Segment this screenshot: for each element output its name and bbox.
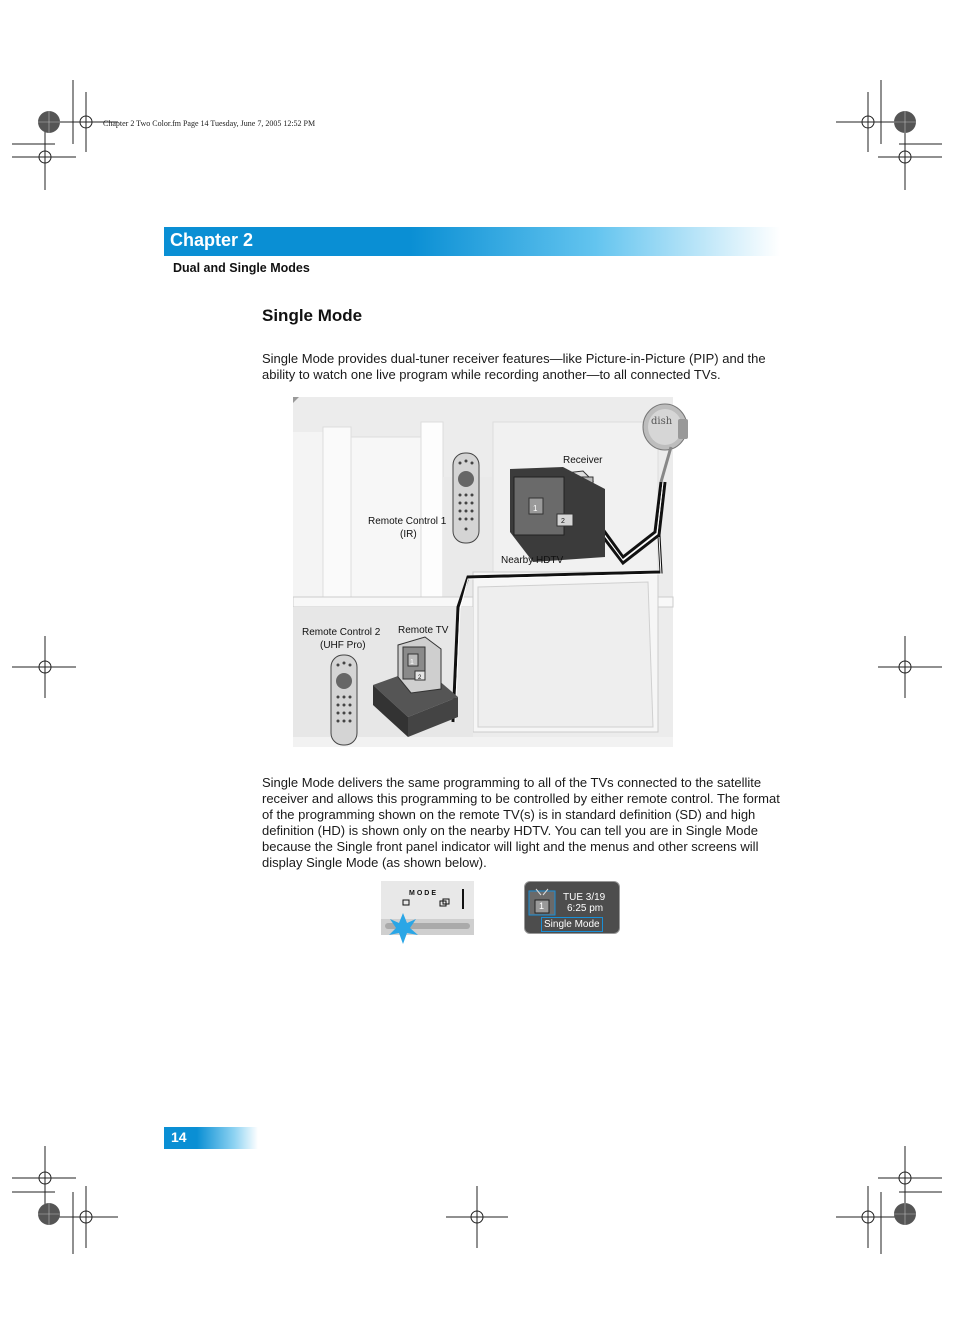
label-remote-control-2: Remote Control 2 <box>302 627 381 638</box>
print-slug: Chapter 2 Two Color.fm Page 14 Tuesday, June 7, 2005 12:52 PM <box>103 119 316 128</box>
section-label: Dual and Single Modes <box>173 261 310 275</box>
section-heading: Single Mode <box>262 306 363 325</box>
osd-date: TUE 3/19 <box>563 892 606 903</box>
svg-text:1: 1 <box>410 659 414 666</box>
osd-tuner-number: 1 <box>539 901 545 911</box>
body-paragraph: Single Mode delivers the same programming to all of the TVs connected to the satellite receiver and allows this programming to be controlled by either remote control. The format of the programming shown on the remote TV(s) is in standard definition (SD) and high definition (HD) is shown only on the nearby HDTV. You can tell you are in Single Mode because the Single front panel indicator will light and the menus and other screens will display Single Mode (as shown below). <box>262 775 780 870</box>
label-remote-tv: Remote TV <box>398 625 449 636</box>
setup-illustration <box>293 397 693 747</box>
chapter-banner <box>164 227 780 256</box>
front-panel-mode-label: MODE <box>409 890 438 897</box>
onscreen-display-banner <box>524 881 620 934</box>
label-remote-control-2-type: (UHF Pro) <box>320 640 366 651</box>
svg-text:2: 2 <box>418 675 422 681</box>
front-panel-mode-indicator <box>381 881 474 935</box>
svg-text:1: 1 <box>533 504 538 513</box>
label-remote-control-1: Remote Control 1 <box>368 516 447 527</box>
label-receiver: Receiver <box>563 455 603 466</box>
label-remote-control-1-type: (IR) <box>400 529 417 540</box>
remote-control-1-icon <box>453 453 479 543</box>
dish-logo-text: dish <box>651 416 673 427</box>
chapter-title: Chapter 2 <box>170 230 254 250</box>
label-nearby-hdtv: Nearby HDTV <box>501 555 564 566</box>
osd-mode-label: Single Mode <box>541 917 603 932</box>
intro-paragraph: Single Mode provides dual-tuner receiver features—like Picture-in-Picture (PIP) and the ability to watch one live program while recording another—to all connected TVs. <box>262 351 766 382</box>
remote-control-2-icon <box>331 655 357 745</box>
osd-time: 6:25 pm <box>567 903 604 914</box>
svg-text:2: 2 <box>561 518 565 525</box>
page-number: 14 <box>171 1129 187 1145</box>
